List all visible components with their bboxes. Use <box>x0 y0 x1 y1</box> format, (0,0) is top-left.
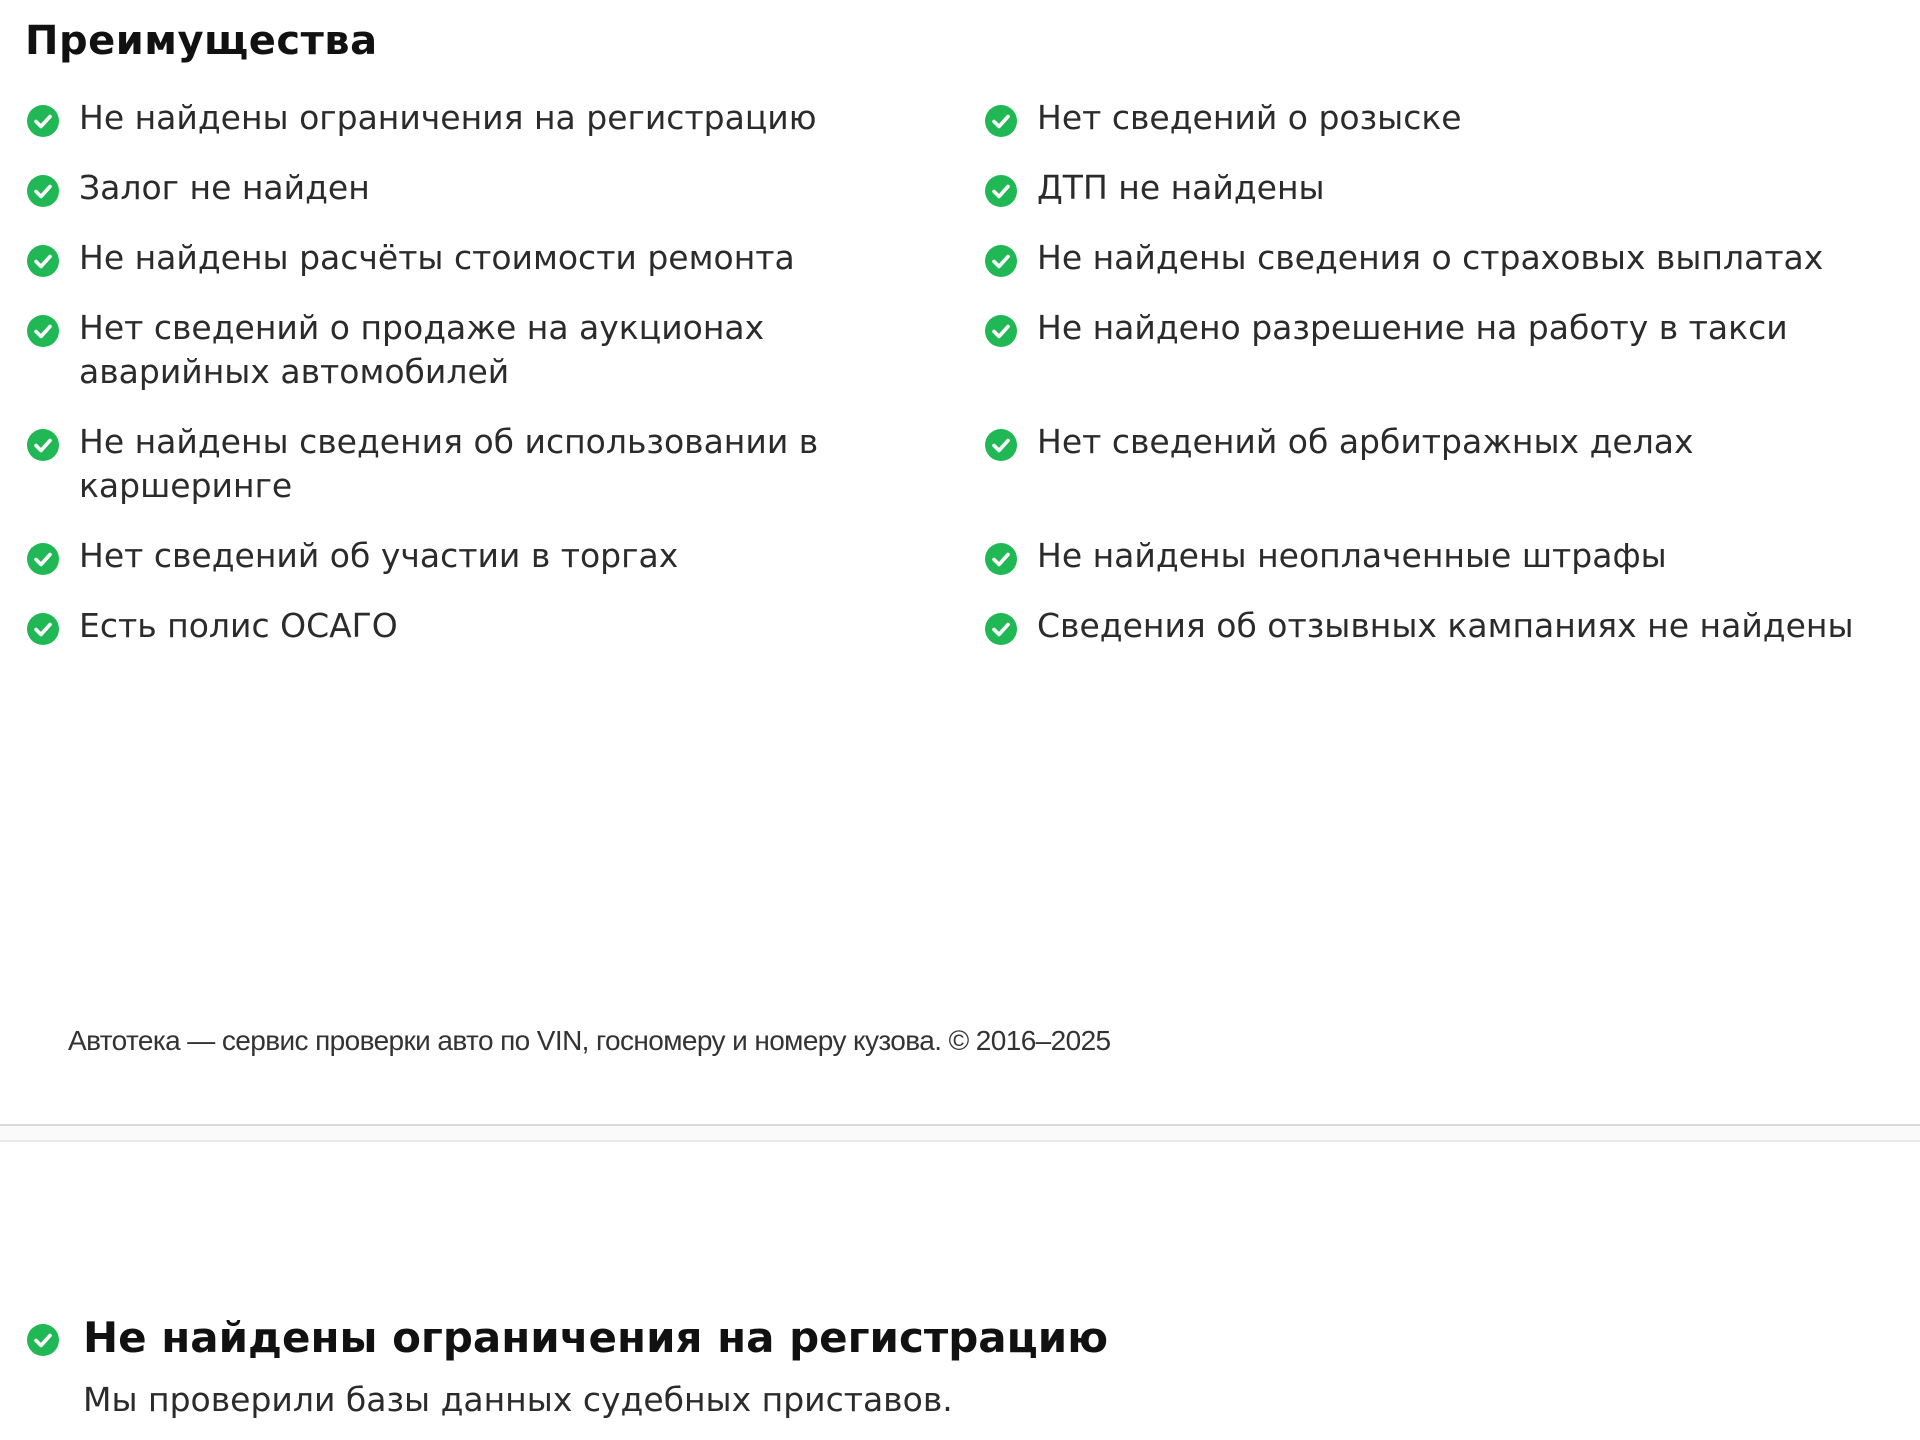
advantages-list-left <box>25 96 965 674</box>
advantage-item <box>983 604 1913 648</box>
advantage-item <box>983 306 1913 394</box>
check-circle-icon <box>27 315 59 347</box>
advantage-label: Нет сведений об арбитражных делах <box>1037 422 1694 461</box>
check-circle-icon <box>27 543 59 575</box>
advantages-title: Преимущества <box>25 18 378 64</box>
advantage-label: Не найдены сведения о страховых выплатах <box>1037 238 1824 277</box>
detail-section <box>25 1310 1905 1422</box>
check-circle-icon <box>985 175 1017 207</box>
advantage-label: Залог не найден <box>79 168 370 207</box>
detail-title-text: Не найдены ограничения на регистрацию <box>83 1313 1109 1362</box>
advantage-item <box>25 306 965 394</box>
advantage-item <box>25 166 965 210</box>
advantage-item <box>25 534 965 578</box>
advantage-label: Нет сведений о продаже на аукционах аварийных автомобилей <box>79 308 765 391</box>
check-circle-icon <box>27 105 59 137</box>
check-circle-icon <box>985 613 1017 645</box>
advantage-label: ДТП не найдены <box>1037 168 1325 207</box>
advantage-item <box>983 96 1913 140</box>
advantage-label: Не найдены неоплаченные штрафы <box>1037 536 1667 575</box>
advantage-label: Не найдено разрешение на работу в такси <box>1037 308 1788 347</box>
advantage-item <box>25 236 965 280</box>
check-circle-icon <box>27 175 59 207</box>
detail-description: Мы проверили базы данных судебных приставов. <box>83 1380 953 1419</box>
advantage-item <box>983 166 1913 210</box>
advantage-item <box>983 534 1913 578</box>
advantage-item <box>983 236 1913 280</box>
advantage-label: Не найдены сведения об использовании в каршеринге <box>79 422 819 505</box>
check-circle-icon <box>985 315 1017 347</box>
check-circle-icon <box>985 105 1017 137</box>
footer-copyright: Автотека — сервис проверки авто по VIN, госномеру и номеру кузова. © 2016–2025 <box>68 1025 1111 1056</box>
advantage-label: Не найдены расчёты стоимости ремонта <box>79 238 795 277</box>
check-circle-icon <box>985 543 1017 575</box>
advantage-item <box>25 420 965 508</box>
check-circle-icon <box>27 613 59 645</box>
advantage-label: Есть полис ОСАГО <box>79 606 398 645</box>
advantage-label: Нет сведений о розыске <box>1037 98 1462 137</box>
check-circle-icon <box>985 429 1017 461</box>
advantage-item <box>25 604 965 648</box>
page-divider <box>0 1124 1920 1142</box>
advantage-label: Нет сведений об участии в торгах <box>79 536 679 575</box>
advantage-label: Не найдены ограничения на регистрацию <box>79 98 817 137</box>
check-circle-icon <box>27 1324 59 1356</box>
advantage-label: Сведения об отзывных кампаниях не найдены <box>1037 606 1854 645</box>
detail-title <box>25 1310 1905 1366</box>
advantages-list-right <box>983 96 1913 674</box>
check-circle-icon <box>985 245 1017 277</box>
check-circle-icon <box>27 429 59 461</box>
advantage-item <box>983 420 1913 508</box>
check-circle-icon <box>27 245 59 277</box>
advantage-item <box>25 96 965 140</box>
